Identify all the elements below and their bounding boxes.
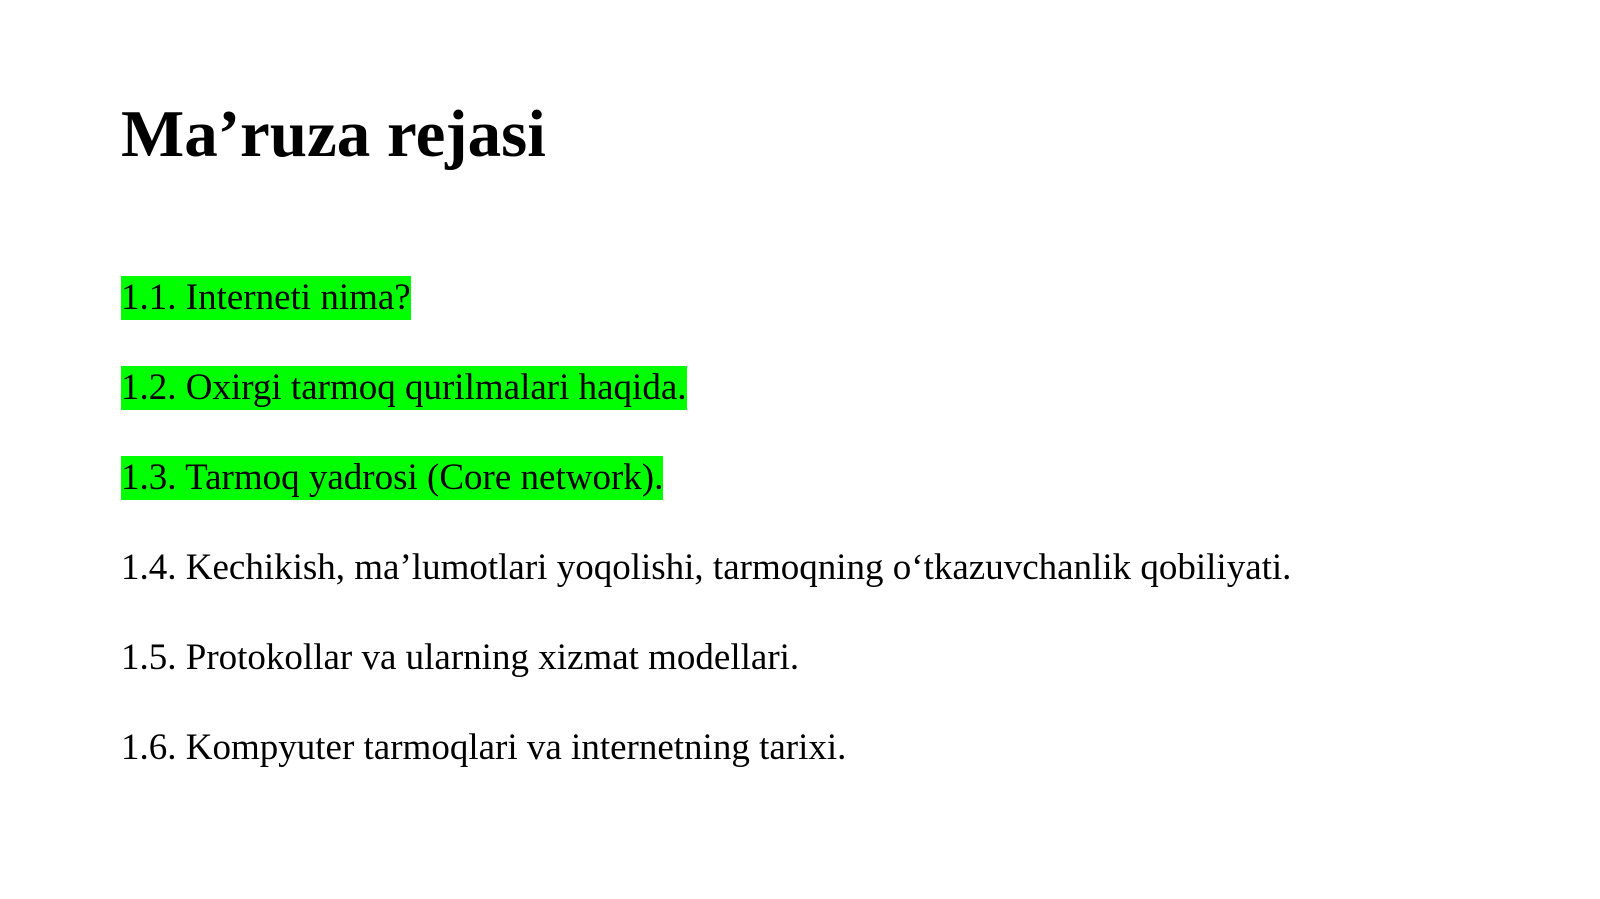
agenda-item-1-6	[121, 726, 1291, 816]
agenda-item-text: 1.5. Protokollar va ularning xizmat modellari.	[121, 637, 800, 678]
agenda-item-text: 1.2. Oxirgi tarmoq qurilmalari haqida.	[121, 367, 687, 408]
agenda-item-1-3	[121, 456, 1291, 546]
slide-title: Ma’ruza rejasi	[121, 97, 546, 171]
agenda-item-text: 1.4. Kechikish, ma’lumotlari yoqolishi, tarmoqning o‘tkazuvchanlik qobiliyati.	[121, 547, 1292, 588]
agenda-item-text: 1.6. Kompyuter tarmoqlari va internetning tarixi.	[121, 727, 847, 768]
agenda-item-text: 1.1. Interneti nima?	[121, 277, 411, 318]
agenda-item-1-4	[121, 546, 1291, 636]
agenda-item-1-1	[121, 276, 1291, 366]
agenda-item-1-5	[121, 636, 1291, 726]
agenda-item-1-2	[121, 366, 1291, 456]
agenda-list	[121, 276, 1291, 816]
agenda-item-text: 1.3. Tarmoq yadrosi (Core network).	[121, 457, 664, 498]
